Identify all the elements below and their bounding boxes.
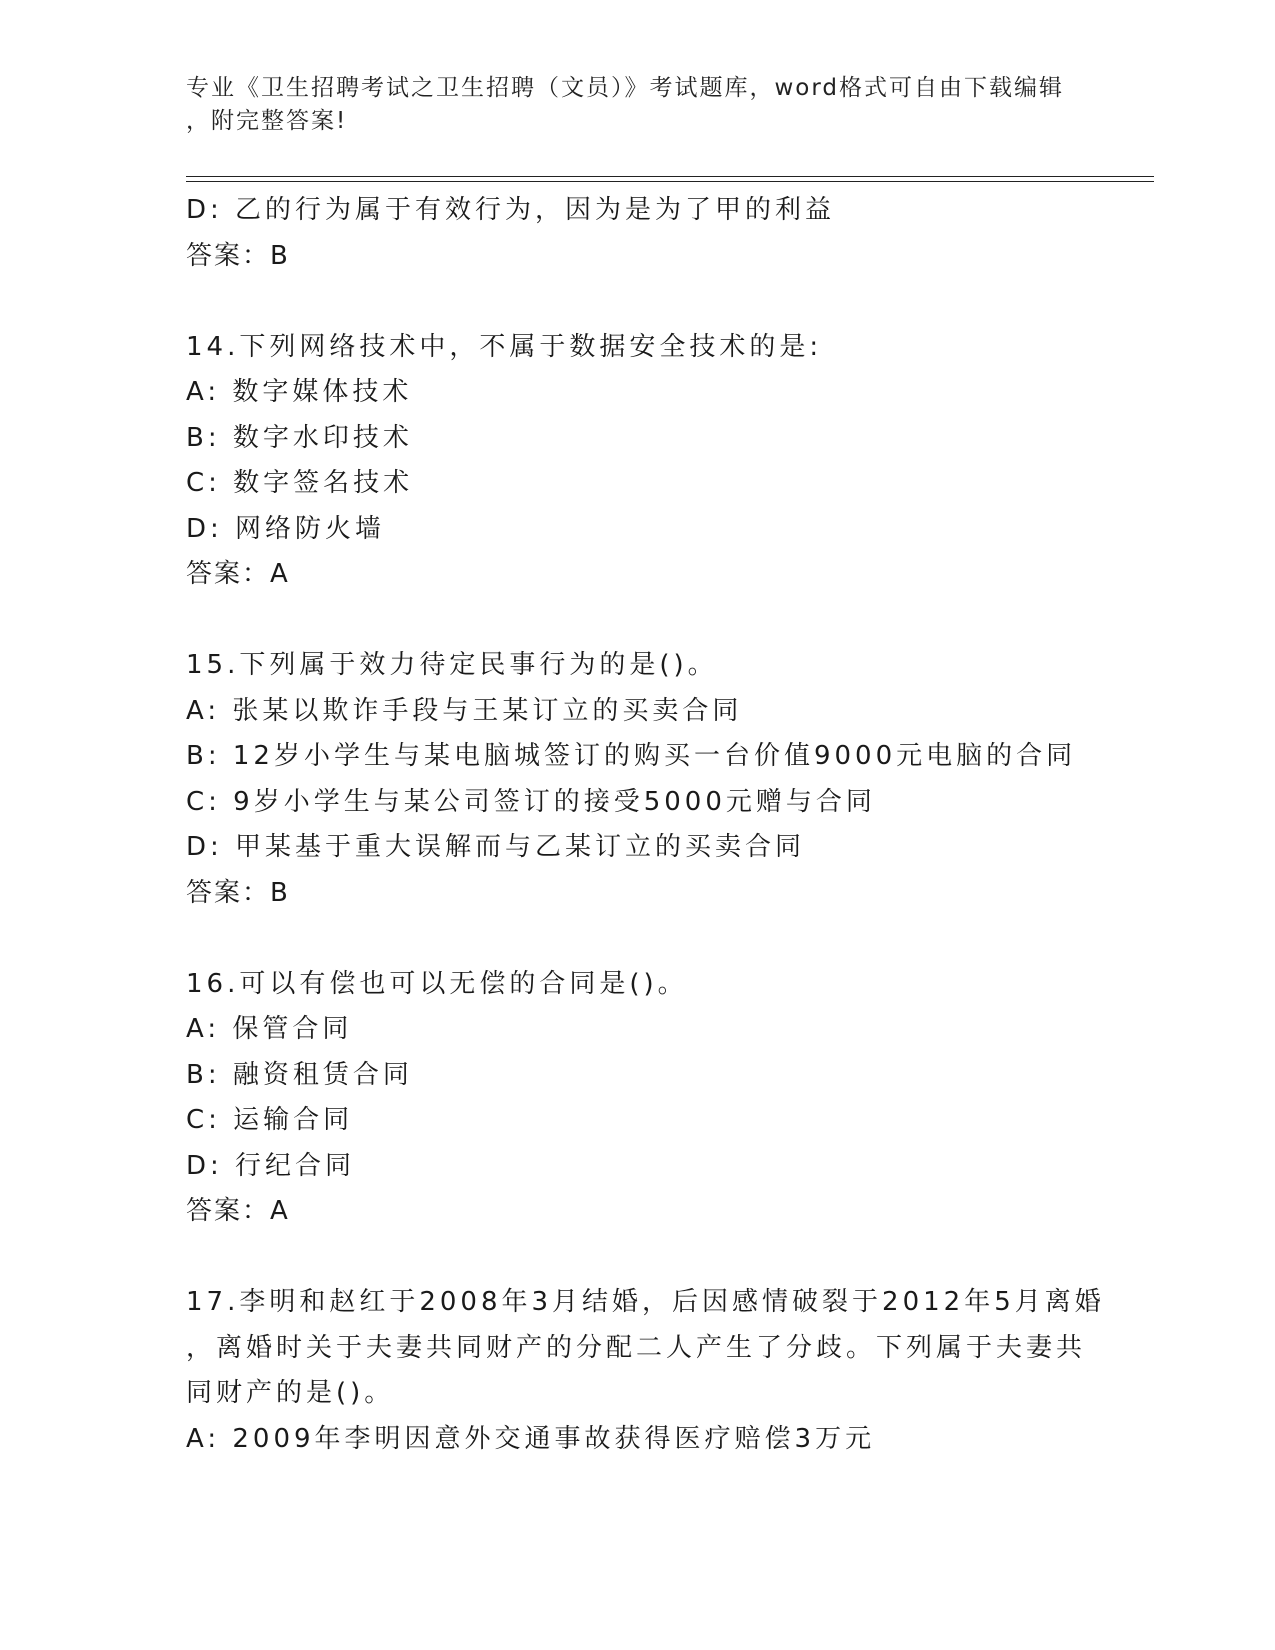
header-divider-bottom (186, 181, 1154, 182)
answer-line: 答案：A (186, 1196, 290, 1226)
option-c: C: 运输合同 (186, 1105, 354, 1135)
option-c: C: 9岁小学生与某公司签订的接受5000元赠与合同 (186, 786, 876, 817)
option-b: B: 数字水印技术 (186, 422, 413, 453)
option-d: D: 网络防火墙 (186, 513, 386, 544)
header-line-1: 专业《卫生招聘考试之卫生招聘（文员）》考试题库，word格式可自由下载编辑 (186, 75, 1065, 101)
question-stem-line-1: 17.李明和赵红于2008年3月结婚，后因感情破裂于2012年5月离婚 (186, 1287, 1105, 1317)
question-17 (186, 1280, 1146, 1462)
answer-line: 答案：B (186, 877, 290, 908)
question-15 (186, 643, 1146, 916)
question-content (186, 188, 1146, 1462)
header-line-2: ，附完整答案! (186, 108, 348, 134)
option-a: A: 数字媒体技术 (186, 377, 413, 407)
answer-line: 答案：A (186, 559, 290, 589)
option-b: B: 融资租赁合同 (186, 1059, 413, 1090)
question-stem: 15.下列属于效力待定民事行为的是()。 (186, 650, 718, 680)
page-header (186, 72, 1076, 138)
question-stem-line-3: 同财产的是()。 (186, 1378, 395, 1408)
option-d: D: 乙的行为属于有效行为，因为是为了甲的利益 (186, 195, 836, 225)
question-stem-line-2: ，离婚时关于夫妻共同财产的分配二人产生了分歧。下列属于夫妻共 (186, 1332, 1087, 1363)
option-a: A: 2009年李明因意外交通事故获得医疗赔偿3万元 (186, 1423, 876, 1454)
question-stem: 16.可以有偿也可以无偿的合同是()。 (186, 968, 688, 999)
question-14 (186, 325, 1146, 598)
option-c: C: 数字签名技术 (186, 468, 414, 498)
option-d: D: 甲某基于重大误解而与乙某订立的买卖合同 (186, 832, 806, 862)
header-divider-top (186, 176, 1154, 177)
option-a: A: 保管合同 (186, 1014, 353, 1044)
option-b: B: 12岁小学生与某电脑城签订的购买一台价值9000元电脑的合同 (186, 741, 1077, 771)
question-stem: 14.下列网络技术中，不属于数据安全技术的是: (186, 331, 823, 362)
answer-line: 答案：B (186, 240, 290, 271)
question-13-tail (186, 188, 1146, 279)
question-16 (186, 962, 1146, 1235)
option-a: A: 张某以欺诈手段与王某订立的买卖合同 (186, 695, 743, 726)
option-d: D: 行纪合同 (186, 1150, 356, 1181)
